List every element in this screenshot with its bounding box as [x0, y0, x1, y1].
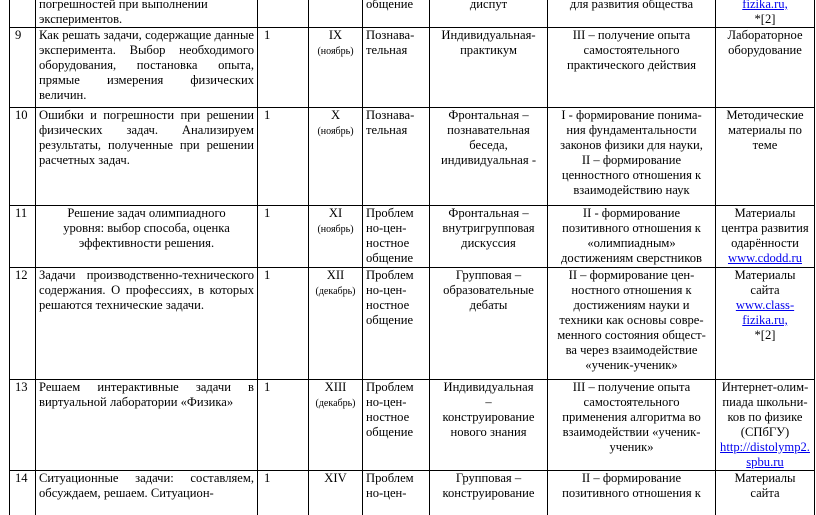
cell-line: конструирование	[442, 486, 535, 500]
expected-outcome	[548, 206, 716, 268]
resource-text: одарённости	[731, 236, 799, 250]
resource-text: (СПбГУ)	[740, 425, 790, 439]
lesson-month: (ноябрь)	[317, 126, 354, 137]
lesson-period	[309, 471, 363, 515]
lesson-month: (ноябрь)	[317, 46, 354, 57]
cell-line: беседа,	[469, 138, 508, 152]
cell-line: II - формирование	[582, 206, 681, 220]
resource-text: теме	[752, 138, 778, 152]
cell-line: общение	[366, 251, 414, 265]
cell-line: Индивидуальная-	[441, 28, 536, 42]
row-number: 14	[10, 471, 36, 515]
expected-outcome	[548, 268, 716, 380]
lesson-period	[309, 28, 363, 108]
row-number: 12	[10, 268, 36, 380]
activity-type	[363, 380, 430, 471]
work-form	[430, 108, 548, 206]
cell-line: внутригрупповая	[442, 221, 535, 235]
cell-line: «олимпиадным»	[587, 236, 676, 250]
resource-text: центра развития	[721, 221, 809, 235]
cell-line: Проблем	[366, 206, 414, 220]
cell-line: но-цен-	[366, 221, 407, 235]
cell-line: познавательная	[447, 123, 530, 137]
cell-line: ния фундаментальности	[566, 123, 697, 137]
resource-link[interactable]: spbu.ru	[746, 455, 784, 469]
resource-text: Лабораторное	[727, 28, 803, 42]
lesson-number: XII	[326, 268, 345, 282]
row-number: 13	[10, 380, 36, 471]
activity-type	[363, 268, 430, 380]
cell-line: ва через взаимодействие	[565, 343, 698, 357]
table-row	[10, 108, 815, 206]
cell-line: Проблем	[366, 380, 414, 394]
cell-line: применения алгоритма во	[562, 410, 701, 424]
resources	[716, 471, 815, 515]
work-form	[430, 28, 548, 108]
cell-line: уровня: выбор способа, оценка	[63, 221, 230, 235]
work-form	[430, 0, 548, 28]
cell-line: Фронтальная –	[448, 108, 529, 122]
table-row	[10, 206, 815, 268]
resource-text: Интернет-олим-	[721, 380, 809, 394]
cell-line: самостоятельного	[583, 43, 680, 57]
cell-line: Индивидуальная	[443, 380, 534, 394]
cell-line: дискуссия	[461, 236, 516, 250]
resource-text: Материалы	[734, 471, 796, 485]
cell-line: конструирование	[442, 410, 535, 424]
expected-outcome	[548, 28, 716, 108]
expected-outcome	[548, 0, 716, 28]
cell-line: II – формирование	[581, 153, 682, 167]
cell-line: позитивного отношения к	[562, 221, 701, 235]
table-body	[10, 0, 815, 515]
lesson-topic	[36, 28, 258, 108]
lesson-period	[309, 108, 363, 206]
cell-line: ценностного отношения к	[561, 168, 702, 182]
activity-type	[363, 108, 430, 206]
cell-line: диспут	[469, 0, 508, 11]
cell-line: менного состояния общест-	[557, 328, 706, 342]
cell-line: Проблем	[366, 471, 414, 485]
lesson-number: X	[330, 108, 341, 122]
resource-link[interactable]: fizika.ru,	[742, 313, 788, 327]
cell-line: экспериментов.	[39, 12, 123, 26]
resources	[716, 28, 815, 108]
lesson-plan-table	[9, 0, 815, 515]
cell-line: Как решать задачи, содержащие данные эксперимента. Выбор необходимого оборудования, постановка опыта, прямые измерения физических величин.	[39, 28, 254, 102]
cell-line: эффективности решения.	[78, 236, 215, 250]
cell-line: «ученик-ученик»	[585, 358, 678, 372]
cell-line: нового знания	[450, 425, 527, 439]
activity-type	[363, 471, 430, 515]
cell-line: тельная	[366, 43, 408, 57]
cell-line: Задачи производственно-технического содержания. О профессиях, в которых решаются технические задачи.	[39, 268, 254, 312]
cell-line: Ошибки и погрешности при решении физических задач. Анализируем результаты, полученные при решении расчетных задач.	[39, 108, 254, 167]
expected-outcome	[548, 471, 716, 515]
lesson-month: (декабрь)	[315, 398, 356, 409]
cell-line: Проблем	[366, 268, 414, 282]
resource-text: Методические	[726, 108, 804, 122]
cell-line: ностное	[366, 298, 410, 312]
cell-line: Ситуационные задачи: составляем, обсуждаем, решаем. Ситуацион-	[39, 471, 254, 500]
cell-line: самостоятельного	[583, 395, 680, 409]
table-row	[10, 0, 815, 28]
cell-line: I - формирование понима-	[561, 108, 702, 122]
table-row	[10, 28, 815, 108]
row-number: 11	[10, 206, 36, 268]
cell-line: законов физики для науки,	[560, 138, 703, 152]
lesson-period	[309, 380, 363, 471]
resource-text: Материалы	[734, 206, 796, 220]
lesson-number: IX	[328, 28, 343, 42]
cell-line: II – формирование	[581, 471, 682, 485]
hours-count	[258, 0, 309, 28]
cell-line: практического действия	[566, 58, 697, 72]
cell-line: но-цен-	[366, 395, 407, 409]
resources	[716, 268, 815, 380]
lesson-number: XI	[328, 206, 343, 220]
lesson-month: (ноябрь)	[317, 224, 354, 235]
hours-count: 1	[258, 206, 309, 268]
lesson-topic	[36, 268, 258, 380]
resource-text: ков по физике	[727, 410, 803, 424]
cell-line: общение	[366, 313, 414, 327]
cell-line: взаимодействии «ученик-	[562, 425, 701, 439]
cell-line: техники как основы совре-	[559, 313, 704, 327]
cell-line: но-цен-	[366, 486, 407, 500]
cell-line: Групповая –	[455, 471, 522, 485]
resource-text: Материалы	[734, 268, 796, 282]
hours-count: 1	[258, 28, 309, 108]
row-number: 10	[10, 108, 36, 206]
expected-outcome	[548, 108, 716, 206]
cell-line: Познава-	[366, 108, 415, 122]
lesson-topic	[36, 206, 258, 268]
table-row	[10, 268, 815, 380]
cell-line: но-цен-	[366, 283, 407, 297]
hours-count: 1	[258, 108, 309, 206]
cell-line: Групповая –	[455, 268, 522, 282]
resource-link[interactable]: http://distolymp2.	[720, 440, 810, 454]
lesson-topic	[36, 380, 258, 471]
activity-type	[363, 206, 430, 268]
cell-line: ученик»	[609, 440, 654, 454]
cell-line: погрешностей при выполнении	[39, 0, 208, 11]
hours-count: 1	[258, 471, 309, 515]
cell-line: ностное	[366, 236, 410, 250]
cell-line: –	[485, 395, 492, 409]
lesson-topic	[36, 0, 258, 28]
cell-line: позитивного отношения к	[562, 486, 701, 500]
cell-line: индивидуальная -	[440, 153, 537, 167]
cell-line: тельная	[366, 123, 408, 137]
hours-count: 1	[258, 380, 309, 471]
cell-line: Решаем интерактивные задачи в виртуальной лаборатории «Физика»	[39, 380, 254, 409]
lesson-topic	[36, 471, 258, 515]
cell-line: достижениям науки и	[573, 298, 690, 312]
table-row	[10, 380, 815, 471]
lesson-period	[309, 206, 363, 268]
resources	[716, 206, 815, 268]
lesson-topic	[36, 108, 258, 206]
table-row	[10, 471, 815, 515]
resource-text: материалы по	[728, 123, 802, 137]
resource-text: оборудование	[728, 43, 802, 57]
hours-count: 1	[258, 268, 309, 380]
cell-line: взаимодействию наук	[573, 183, 690, 197]
cell-line: практикум	[460, 43, 517, 57]
cell-line: для развития общества	[569, 0, 694, 11]
activity-type	[363, 0, 430, 28]
resource-link[interactable]: www.class-	[735, 298, 795, 312]
cell-line: дебаты	[469, 298, 508, 312]
resource-link[interactable]: fizika.ru,	[742, 0, 788, 11]
cell-line: III – получение опыта	[572, 28, 691, 42]
resources	[716, 380, 815, 471]
resource-text: сайта	[750, 283, 780, 297]
activity-type	[363, 28, 430, 108]
work-form	[430, 380, 548, 471]
resource-text: *[2]	[754, 328, 776, 342]
cell-line: образовательные	[443, 283, 534, 297]
cell-line: общение	[366, 0, 414, 11]
work-form	[430, 268, 548, 380]
expected-outcome	[548, 380, 716, 471]
cell-line: Познава-	[366, 28, 415, 42]
cell-line: II – формирование цен-	[568, 268, 695, 282]
lesson-period	[309, 0, 363, 28]
resource-text: *[2]	[754, 12, 776, 26]
row-number: 9	[10, 28, 36, 108]
lesson-number: XIV	[324, 471, 347, 485]
lesson-month: (декабрь)	[315, 286, 356, 297]
resources	[716, 0, 815, 28]
cell-line: достижениям сверстников	[560, 251, 702, 265]
work-form	[430, 206, 548, 268]
cell-line: III – получение опыта	[572, 380, 691, 394]
cell-line: ностного отношения к	[571, 283, 692, 297]
resource-text: сайта	[750, 486, 780, 500]
work-form	[430, 471, 548, 515]
lesson-period	[309, 268, 363, 380]
resource-text: пиада школьни-	[722, 395, 808, 409]
cell-line: Решение задач олимпиадного	[67, 206, 226, 220]
resources	[716, 108, 815, 206]
cell-line: Фронтальная –	[448, 206, 529, 220]
row-number	[10, 0, 36, 28]
resource-link[interactable]: www.cdodd.ru	[727, 251, 803, 265]
cell-line: общение	[366, 425, 414, 439]
lesson-number: XIII	[324, 380, 347, 394]
cell-line: ностное	[366, 410, 410, 424]
